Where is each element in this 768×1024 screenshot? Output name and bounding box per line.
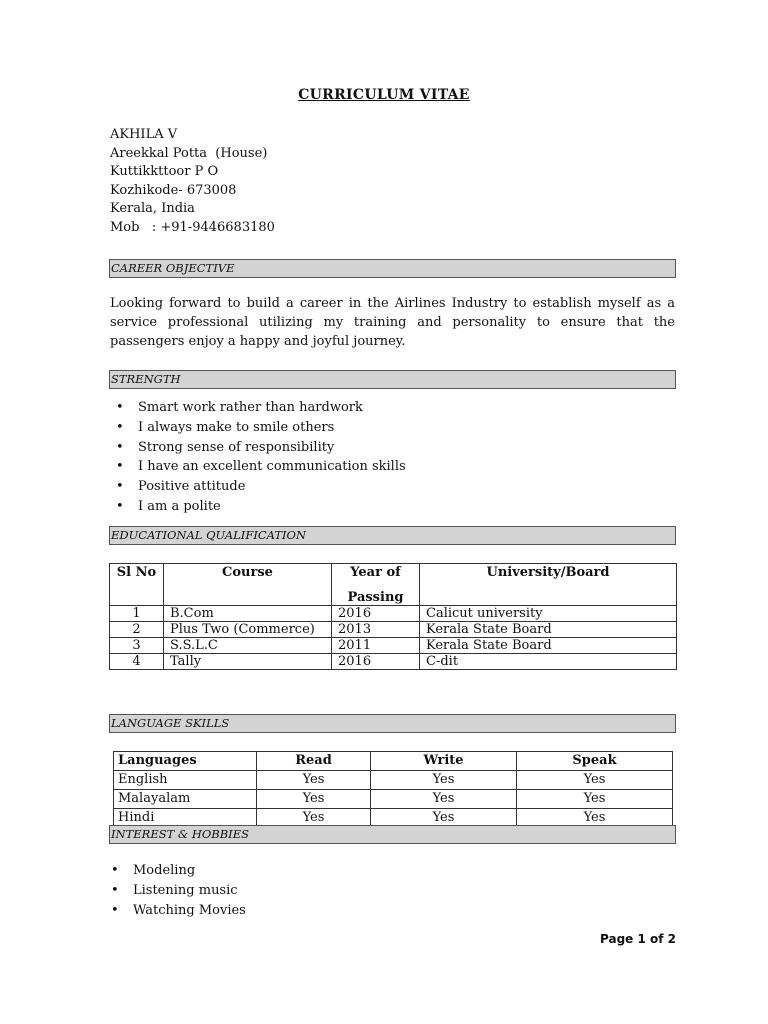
cell-speak: Yes — [517, 771, 673, 790]
page-number: Page 1 of 2 — [600, 932, 676, 946]
header-year-line2: Passing — [347, 590, 404, 605]
header-university: University/Board — [420, 564, 677, 606]
section-career-objective: CAREER OBJECTIVE — [109, 259, 676, 278]
objective-text: Looking forward to build a career in the Airlines Industry to establish myself as a service professional utilizing my training and personality to ensure that the passengers enjoy a happy and joyful journey. — [110, 296, 675, 349]
cell-year: 2011 — [332, 638, 420, 654]
contact-block — [110, 126, 275, 238]
header-languages: Languages — [114, 752, 257, 771]
cell-write: Yes — [371, 790, 517, 809]
cell-language: Hindi — [114, 809, 257, 828]
list-item: • Modeling — [105, 861, 246, 881]
list-item: • Smart work rather than hardwork — [110, 398, 406, 418]
cell-board: Calicut university — [420, 606, 677, 622]
list-item: • I am a polite — [110, 497, 406, 517]
cell-write: Yes — [371, 771, 517, 790]
header-course: Course — [164, 564, 332, 606]
header-sl-no: Sl No — [110, 564, 164, 606]
contact-house: Areekkal Potta (House) — [110, 145, 268, 161]
list-item: • Watching Movies — [105, 901, 246, 921]
table-header-row — [114, 752, 673, 771]
cell-sl: 4 — [110, 654, 164, 670]
cell-speak: Yes — [517, 809, 673, 828]
list-item: • Listening music — [105, 881, 246, 901]
cell-sl: 1 — [110, 606, 164, 622]
contact-city: Kozhikode- 673008 — [110, 182, 237, 198]
language-table — [113, 751, 673, 828]
list-item: • I have an excellent communication skills — [110, 457, 406, 477]
table-row — [114, 771, 673, 790]
table-header-row — [110, 564, 677, 606]
cell-read: Yes — [257, 771, 371, 790]
list-item: • Strong sense of responsibility — [110, 438, 406, 458]
cell-year: 2016 — [332, 654, 420, 670]
table-row — [110, 606, 677, 622]
contact-post: Kuttikkttoor P O — [110, 164, 219, 180]
cell-year: 2016 — [332, 606, 420, 622]
section-strength: STRENGTH — [109, 370, 676, 389]
cell-sl: 2 — [110, 622, 164, 638]
cell-year: 2013 — [332, 622, 420, 638]
cell-speak: Yes — [517, 790, 673, 809]
header-read: Read — [257, 752, 371, 771]
strength-list — [110, 398, 406, 517]
cell-read: Yes — [257, 809, 371, 828]
table-row — [110, 654, 677, 670]
table-row — [114, 790, 673, 809]
cell-course: B.Com — [164, 606, 332, 622]
header-year-line1: Year of — [350, 565, 401, 580]
cell-language: Malayalam — [114, 790, 257, 809]
list-item: • I always make to smile others — [110, 418, 406, 438]
contact-name: AKHILA V — [110, 127, 178, 142]
document-title: CURRICULUM VITAE — [298, 87, 470, 103]
hobbies-list — [105, 861, 246, 920]
cell-board: Kerala State Board — [420, 622, 677, 638]
cell-read: Yes — [257, 790, 371, 809]
table-row — [110, 638, 677, 654]
list-item: • Positive attitude — [110, 477, 406, 497]
education-table — [109, 563, 677, 670]
contact-state: Kerala, India — [110, 201, 195, 217]
header-write: Write — [371, 752, 517, 771]
cell-sl: 3 — [110, 638, 164, 654]
contact-mobile: Mob : +91-9446683180 — [110, 219, 275, 235]
cell-language: English — [114, 771, 257, 790]
section-education: EDUCATIONAL QUALIFICATION — [109, 526, 676, 545]
section-interests: INTEREST & HOBBIES — [109, 825, 676, 844]
section-language: LANGUAGE SKILLS — [109, 714, 676, 733]
cell-write: Yes — [371, 809, 517, 828]
cell-course: Tally — [164, 654, 332, 670]
cell-course: Plus Two (Commerce) — [164, 622, 332, 638]
header-speak: Speak — [517, 752, 673, 771]
cell-board: Kerala State Board — [420, 638, 677, 654]
cell-course: S.S.L.C — [164, 638, 332, 654]
table-row — [110, 622, 677, 638]
header-year — [332, 564, 420, 606]
cell-board: C-dit — [420, 654, 677, 670]
